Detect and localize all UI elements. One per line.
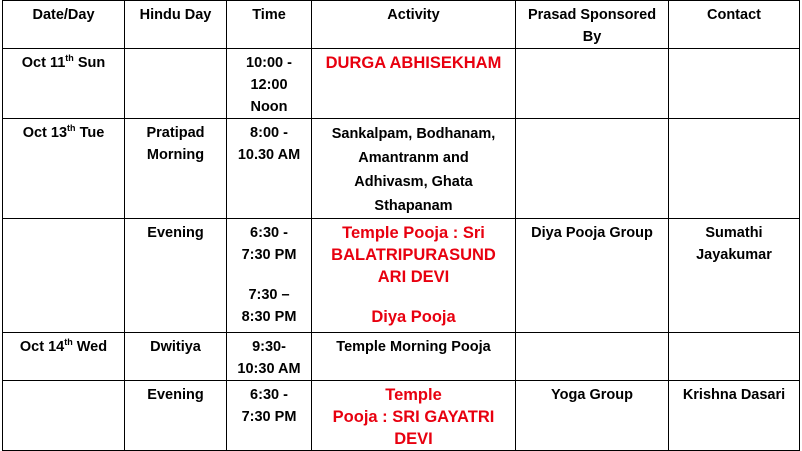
activity-title: Temple [385,386,442,404]
hindu-day-cell: Evening [125,219,227,333]
header-date-day: Date/Day [3,1,125,49]
date-text: Oct 13 [22,125,68,141]
hindu-day-line: Morning [146,147,205,163]
weekday-text: Tue [79,125,105,141]
hindu-day-cell: Dwitiya [125,333,227,381]
activity-line: Adhivasm, Ghata [354,174,473,190]
activity-title: BALATRIPURASUND [331,246,496,264]
activity-line: Amantranm and [358,150,469,166]
table-row [3,49,800,119]
activity-cell [312,49,516,119]
time-line: 10.30 AM [237,147,301,163]
header-row [3,1,800,49]
activity-title: Diya Pooja [371,308,456,326]
time-line: 6:30 - [250,387,288,403]
time-line: 7:30 PM [241,247,297,263]
date-suffix: th [64,337,73,348]
time-line: 7:30 – [248,287,290,303]
time-cell [227,219,312,333]
time-line: Noon [250,99,288,115]
header-contact: Contact [669,1,800,49]
date-text: Oct 14 [19,339,65,355]
table-row [3,333,800,381]
header-hindu-day: Hindu Day [125,1,227,49]
time-line: 10:30 AM [237,361,301,377]
time-cell [227,119,312,219]
activity-cell [312,381,516,451]
date-suffix: th [67,123,76,134]
contact-cell: Krishna Dasari [669,381,800,451]
hindu-day-cell: Evening [125,381,227,451]
contact-cell [669,219,800,333]
activity-line: Sthapanam [374,198,453,214]
time-cell [227,49,312,119]
activity-title: DEVI [394,430,433,448]
contact-cell [669,333,800,381]
time-line: 8:30 PM [241,309,297,325]
time-line: 6:30 - [250,225,288,241]
time-line: 10:00 - [246,55,292,71]
activity-cell [312,119,516,219]
time-cell [227,333,312,381]
activity-line: Sankalpam, Bodhanam, [331,126,496,142]
time-cell [227,381,312,451]
activity-title: DURGA ABHISEKHAM [325,54,502,72]
date-cell [3,219,125,333]
date-cell [3,381,125,451]
time-line: 7:30 PM [241,409,297,425]
time-line: 8:00 - [250,125,288,141]
contact-line: Sumathi [705,225,763,241]
header-time: Time [227,1,312,49]
contact-cell [669,119,800,219]
weekday-text: Sun [77,55,106,71]
date-cell [3,119,125,219]
activity-cell [312,219,516,333]
header-prasad: Prasad Sponsored By [516,1,669,49]
contact-cell [669,49,800,119]
hindu-day-cell [125,119,227,219]
spacer [231,266,307,284]
activity-title: Temple Pooja : Sri [342,224,485,242]
date-text: Oct 11 [21,55,66,71]
time-line: 12:00 [250,77,288,93]
spacer [316,288,511,306]
prasad-cell [516,49,669,119]
hindu-day-line: Pratipad [146,125,205,141]
hindu-day-cell [125,49,227,119]
activity-cell [312,333,516,381]
table-row [3,219,800,333]
date-cell [3,49,125,119]
header-activity: Activity [312,1,516,49]
contact-line: Jayakumar [696,247,772,263]
prasad-cell: Yoga Group [516,381,669,451]
time-line: 9:30- [252,339,286,355]
activity-title: ARI DEVI [377,268,450,286]
prasad-cell [516,119,669,219]
table-row [3,119,800,219]
weekday-text: Wed [76,339,108,355]
activity-line: Temple Morning Pooja [336,339,491,355]
prasad-cell [516,333,669,381]
schedule-table [2,0,800,451]
table-row [3,381,800,451]
date-cell [3,333,125,381]
prasad-cell: Diya Pooja Group [516,219,669,333]
date-suffix: th [65,53,74,64]
activity-title: Pooja : SRI GAYATRI [332,408,495,426]
